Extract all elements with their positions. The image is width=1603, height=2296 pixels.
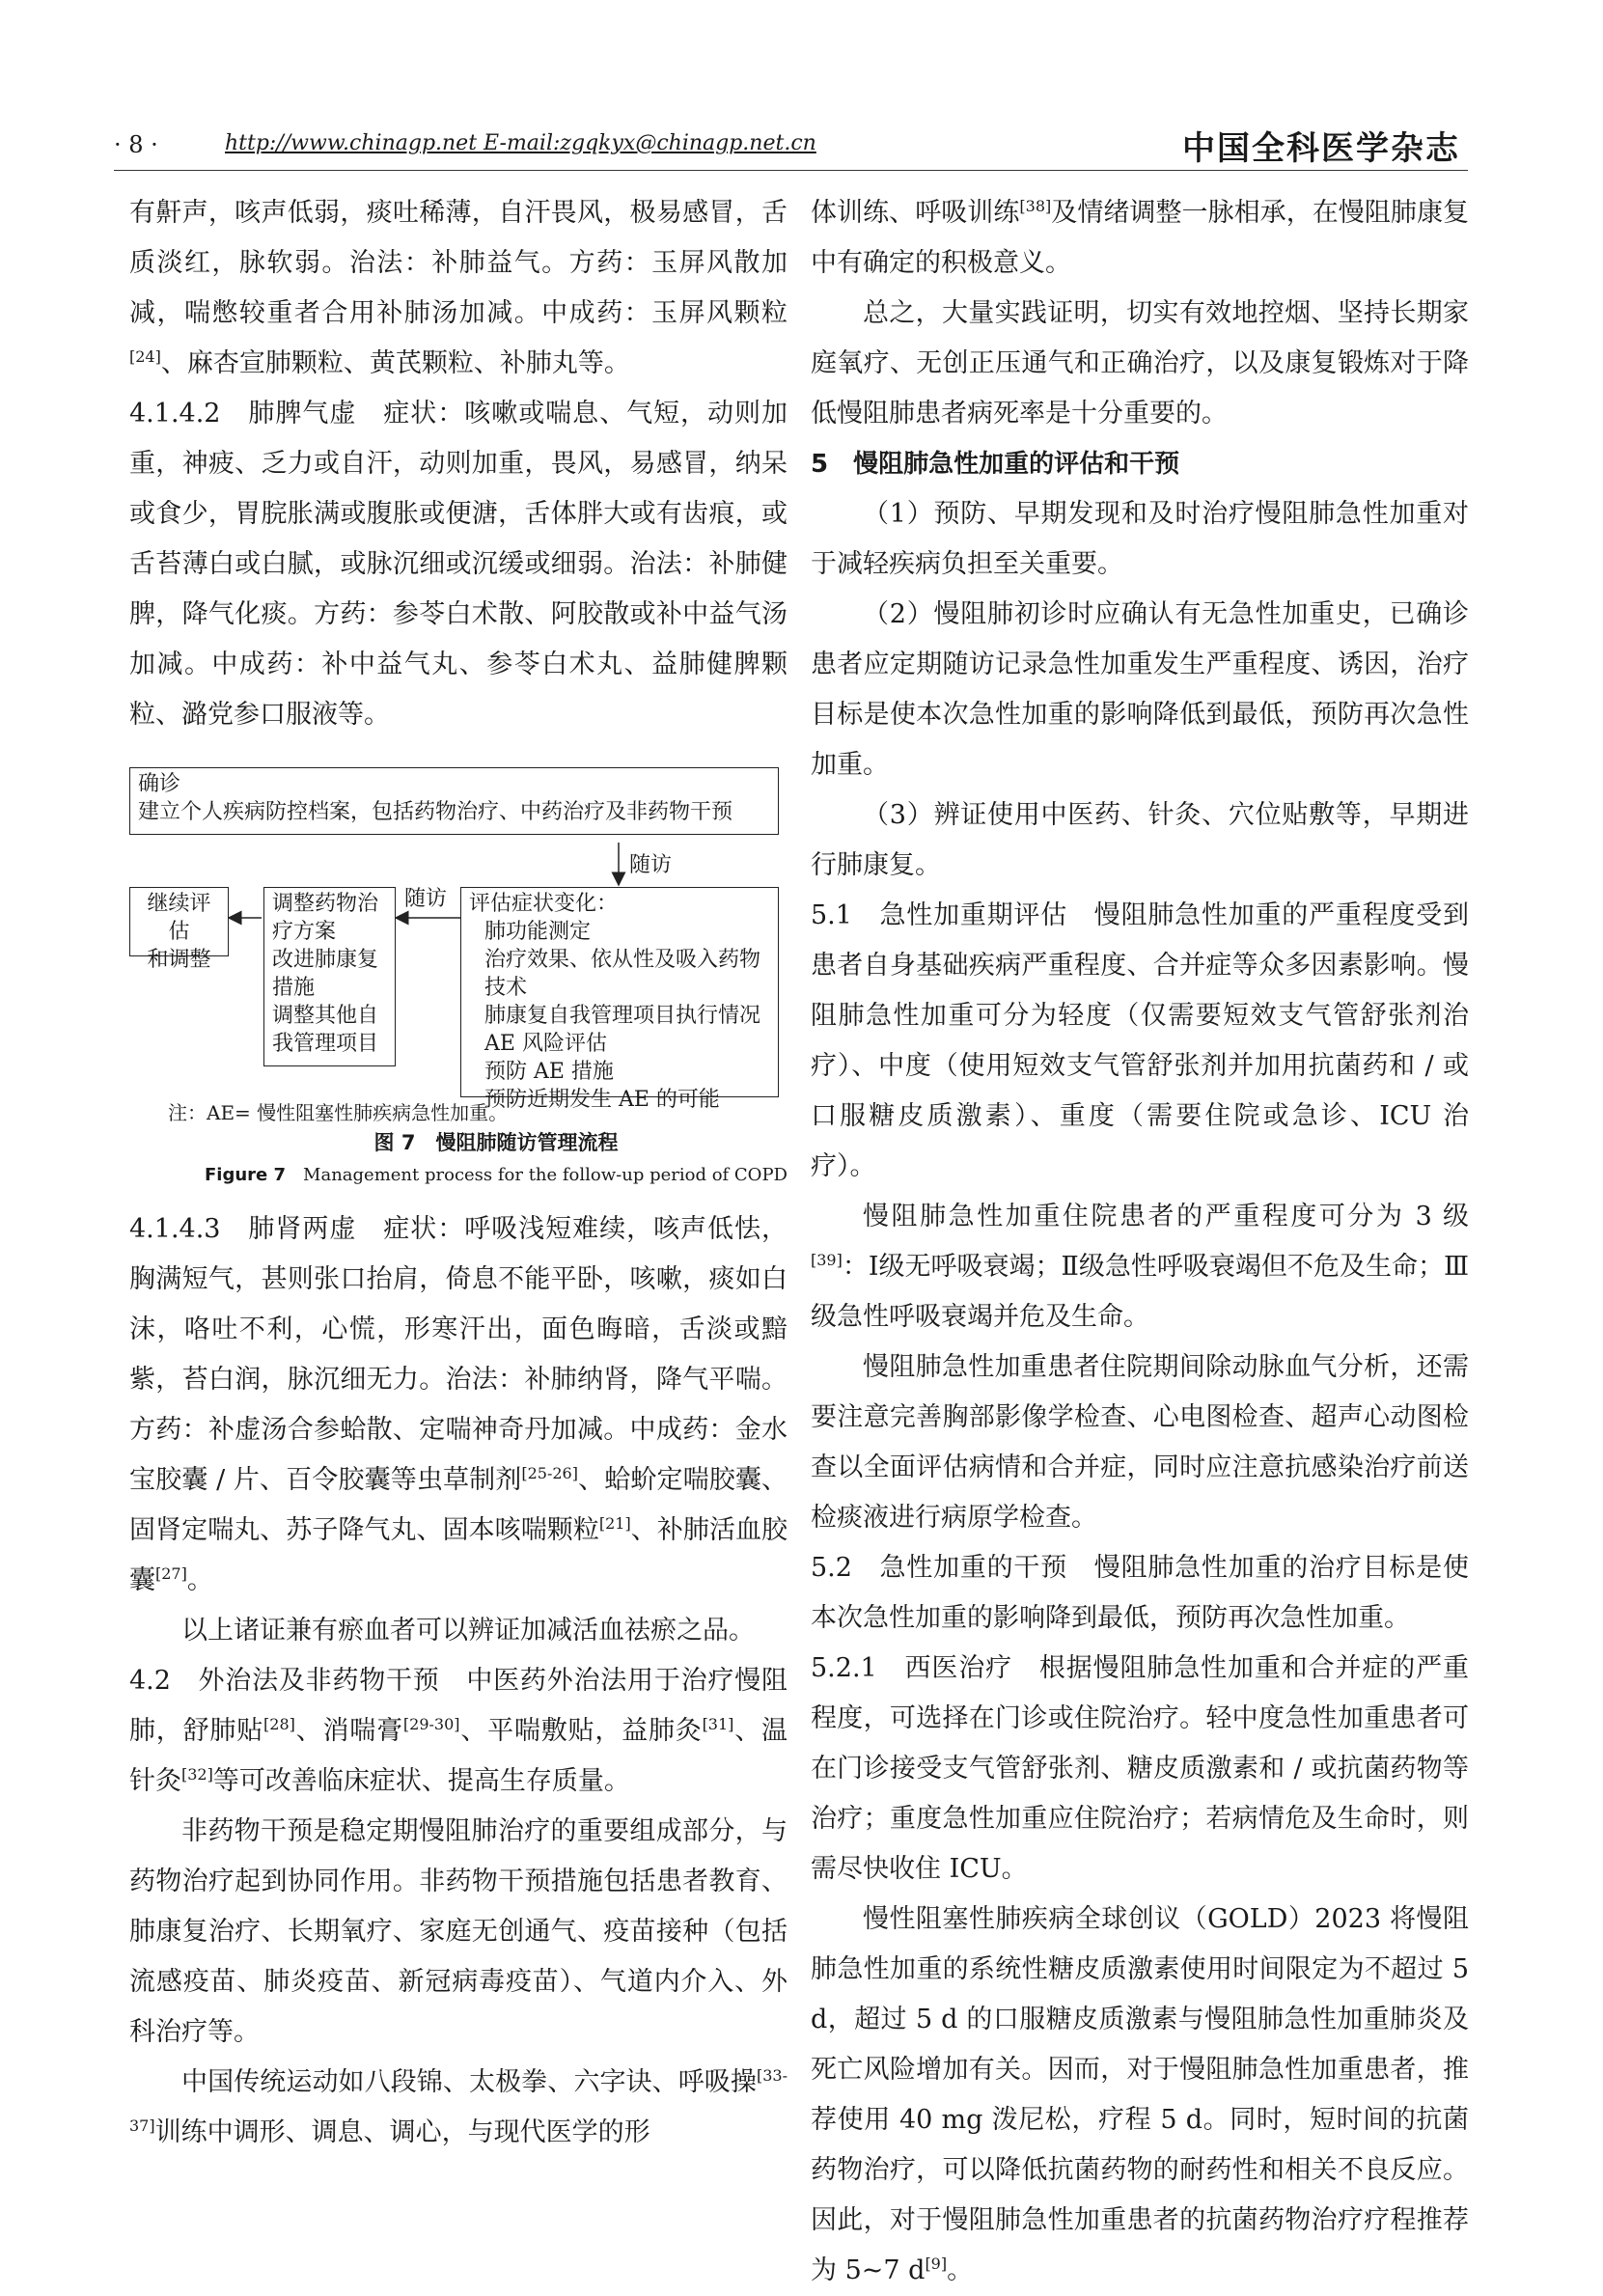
section-4-1-4-3: 4.1.4.3 肺肾两虚 症状：呼吸浅短难续，咳声低怯，胸满短气，甚则张口抬肩，倚息不能平卧，咳嗽，痰如白沫，咯吐不利，心慌，形寒汗出，面色晦暗，舌淡或黯紫，苔白润，脉沉细无力。治法：补肺纳肾，降气平喘。方药：补虚汤合参蛤散、定喘神奇丹加减。中成药：金水宝胶囊 / 片、百令胶囊等虫草制剂[25-26]、蛤蚧定喘胶囊、固肾定喘丸、苏子降气丸、固本咳喘颗粒[21]、补肺活血胶囊[27]。: [129, 1214, 788, 1595]
adjust-line: 调整其他自: [272, 1004, 379, 1028]
section-5-item-2: （2）慢阻肺初诊时应确认有无急性加重史，已确诊患者应定期随访记录急性加重发生严重程度、诱因，治疗目标是使本次急性加重的影响降低到最低，预防再次急性加重。: [811, 599, 1469, 780]
right-column: [811, 188, 1469, 2296]
section-5-2: 5.2 急性加重的干预 慢阻肺急性加重的治疗目标是使本次急性加重的影响降到最低，预防再次急性加重。: [811, 1553, 1469, 1633]
figure-caption-cn: 图 7 慢阻肺随访管理流程: [373, 1131, 619, 1154]
section-4-2: 4.2 外治法及非药物干预 中医药外治法用于治疗慢阻肺，舒肺贴[28]、消喘膏[29-30]、平喘敷贴，益肺灸[31]、温针灸[32]等可改善临床症状、提高生存质量。: [129, 1666, 788, 1796]
section-4-1-4-2: 4.1.4.2 肺脾气虚 症状：咳嗽或喘息、气短，动则加重，神疲、乏力或自汗，动则加重，畏风，易感冒，纳呆或食少，胃脘胀满或腹胀或便溏，舌体胖大或有齿痕，或舌苔薄白或白腻，或脉沉细或沉缓或细弱。治法：补肺健脾，降气化痰。方药：参苓白术散、阿胶散或补中益气汤加减。中成药：补中益气丸、参苓白术丸、益肺健脾颗粒、潞党参口服液等。: [129, 399, 788, 730]
left-para-6: 非药物干预是稳定期慢阻肺治疗的重要组成部分，与药物治疗起到协同作用。非药物干预措施包括患者教育、肺康复治疗、长期氧疗、家庭无创通气、疫苗接种（包括流感疫苗、肺炎疫苗、新冠病毒疫苗）、气道内介入、外科治疗等。: [129, 1816, 788, 2047]
adjust-box: [263, 887, 396, 1066]
assess-item: 预防近期发生 AE 的可能: [484, 1088, 720, 1112]
ref-38[interactable]: [38]: [1019, 197, 1052, 215]
assess-title: 评估症状变化：: [469, 892, 619, 916]
left-para-7: 中国传统运动如八段锦、太极拳、六字诀、呼吸操[33-37]训练中调形、调息、调心，与现代医学的形: [129, 2066, 788, 2147]
ref-31[interactable]: [31]: [702, 1715, 734, 1733]
diagnosis-title: 确诊: [138, 772, 181, 796]
assess-box: [460, 887, 779, 1112]
ref-9[interactable]: [9]: [925, 2255, 948, 2273]
assess-item: 治疗效果、依从性及吸入药物: [484, 948, 761, 972]
adjust-line: 疗方案: [272, 920, 337, 944]
figure-label-en: Figure 7: [205, 1165, 287, 1185]
ref-39[interactable]: [39]: [811, 1251, 843, 1269]
figure-7: [129, 758, 788, 1197]
header-rule: [114, 170, 1468, 171]
adjust-line: 措施: [272, 976, 316, 1000]
figure-title-en: Management process for the follow-up period of COPD: [303, 1165, 788, 1185]
left-para-4: 以上诸证兼有瘀血者可以辨证加减活血祛瘀之品。: [181, 1616, 755, 1646]
section-5-item-3: （3）辨证使用中医药、针灸、穴位贴敷等，早期进行肺康复。: [811, 800, 1469, 880]
label-followup-down: 随访: [629, 853, 673, 877]
right-para-2: 总之，大量实践证明，切实有效地控烟、坚持长期家庭氧疗、无创正压通气和正确治疗，以及康复锻炼对于降低慢阻肺患者病死率是十分重要的。: [811, 298, 1469, 429]
ref-32[interactable]: [32]: [181, 1765, 213, 1784]
adjust-line: 我管理项目: [272, 1032, 379, 1056]
section-5-item-1: （1）预防、早期发现和及时治疗慢阻肺急性加重对于减轻疾病负担至关重要。: [811, 499, 1469, 579]
section-5-heading: 5 慢阻肺急性加重的评估和干预: [811, 450, 1180, 479]
assess-item: 肺功能测定: [484, 920, 592, 944]
left-column: [129, 188, 788, 2158]
journal-url-line[interactable]: http://www.chinagp.net E-mail:zgqkyx@chinagp.net.cn: [225, 131, 816, 155]
assess-item: AE 风险评估: [484, 1032, 607, 1056]
journal-title: 中国全科医学杂志: [1182, 129, 1460, 168]
ref-24[interactable]: [24]: [129, 347, 161, 366]
ref-33-37[interactable]: [33-37]: [129, 2066, 788, 2135]
continue-line: 继续评估: [147, 892, 211, 944]
adjust-line: 改进肺康复: [272, 948, 379, 972]
assess-item: 肺康复自我管理项目执行情况: [484, 1004, 761, 1028]
ref-21[interactable]: [21]: [598, 1514, 631, 1533]
gold-2023-para: 慢性阻塞性肺疾病全球创议（GOLD）2023 将慢阻肺急性加重的系统性糖皮质激素使用时间限定为不超过 5 d，超过 5 d 的口服糖皮质激素与慢阻肺急性加重肺炎及死亡风险增加有关。因而，对于慢阻肺急性加重患者，推荐使用 40 mg 泼尼松，疗程 5 d。同时，短时间的抗菌药物治疗，可以降低抗菌药物的耐药性和相关不良反应。因此，对于慢阻肺急性加重患者的抗菌药物治疗疗程推荐为 5~7 d[9]。: [811, 1904, 1469, 2285]
adjust-line: 调整药物治: [272, 892, 379, 916]
diagnosis-box: [129, 767, 779, 835]
ref-27[interactable]: [27]: [155, 1564, 187, 1583]
left-para-1: 有鼾声，咳声低弱，痰吐稀薄，自汗畏风，极易感冒，舌质淡红，脉软弱。治法：补肺益气。方药：玉屏风散加减，喘憋较重者合用补肺汤加减。中成药：玉屏风颗粒[24]、麻杏宣肺颗粒、黄芪颗粒、补肺丸等。: [129, 198, 788, 378]
section-5-2-1: 5.2.1 西医治疗 根据慢阻肺急性加重和合并症的严重程度，可选择在门诊或住院治疗。轻中度急性加重患者可在门诊接受支气管舒张剂、糖皮质激素和 / 或抗菌药物等治疗；重度急性加重应住院治疗；若病情危及生命时，则需尽快收住 ICU。: [811, 1653, 1469, 1884]
continue-line: 和调整: [147, 948, 211, 972]
diagnosis-desc: 建立个人疾病防控档案，包括药物治疗、中药治疗及非药物干预: [138, 800, 733, 824]
assess-item: 技术: [484, 976, 528, 1000]
page-number: · 8 ·: [114, 131, 158, 158]
severity-grades: 慢阻肺急性加重住院患者的严重程度可分为 3 级[39]：Ⅰ级无呼吸衰竭；Ⅱ级急性呼吸衰竭但不危及生命；Ⅲ级急性呼吸衰竭并危及生命。: [811, 1202, 1469, 1332]
ref-28[interactable]: [28]: [263, 1715, 295, 1733]
figure-note: 注：AE= 慢性阻塞性肺疾病急性加重。: [168, 1101, 509, 1124]
right-para-1: 体训练、呼吸训练[38]及情绪调整一脉相承，在慢阻肺康复中有确定的积极意义。: [811, 197, 1470, 278]
section-5-1: 5.1 急性加重期评估 慢阻肺急性加重的严重程度受到患者自身基础疾病严重程度、合并症等众多因素影响。慢阻肺急性加重可分为轻度（仅需要短效支气管舒张剂治疗）、中度（使用短效支气管舒张剂并加用抗菌药和 / 或口服糖皮质激素）、重度（需要住院或急诊、ICU 治疗）。: [811, 900, 1469, 1181]
ref-29-30[interactable]: [29-30]: [402, 1715, 460, 1733]
hospital-exams: 慢阻肺急性加重患者住院期间除动脉血气分析，还需要注意完善胸部影像学检查、心电图检查、超声心动图检查以全面评估病情和合并症，同时应注意抗感染治疗前送检痰液进行病原学检查。: [811, 1352, 1469, 1533]
assess-item: 预防 AE 措施: [484, 1060, 614, 1084]
label-followup-left: 随访: [404, 887, 448, 911]
ref-25-26[interactable]: [25-26]: [521, 1464, 578, 1482]
figure-caption-en: [129, 1161, 863, 1186]
continue-box: [129, 887, 229, 972]
